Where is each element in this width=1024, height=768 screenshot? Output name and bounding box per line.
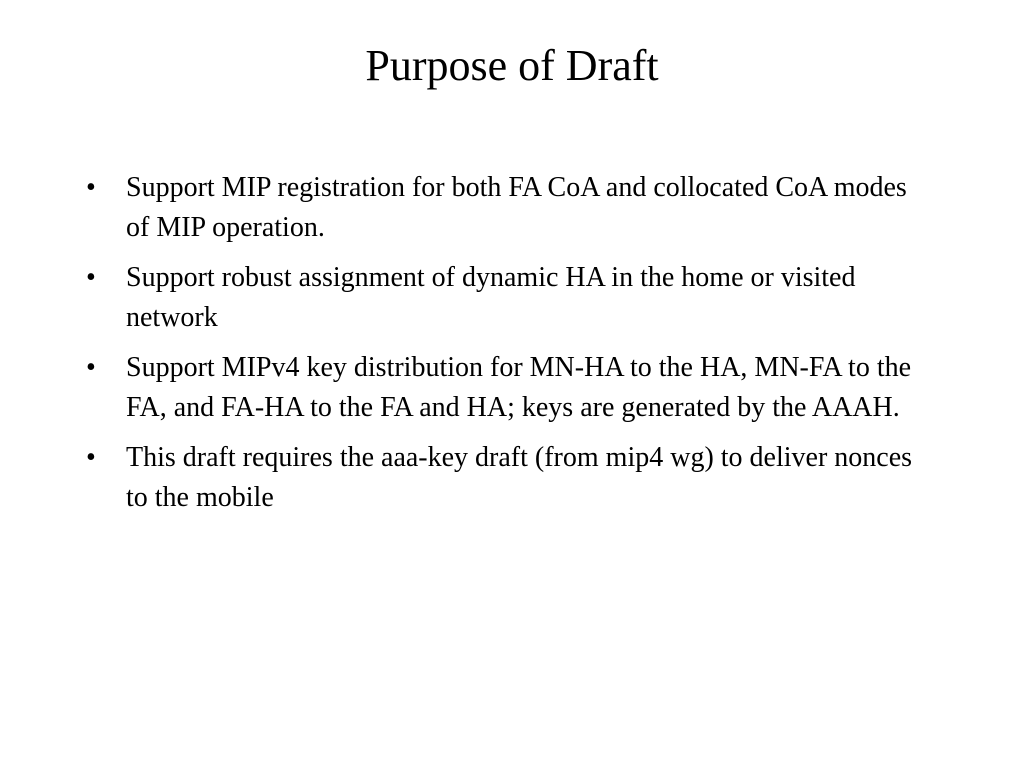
bullet-item [86,438,936,518]
bullet-text: Support MIP registration for both FA CoA and collocated CoA modes of MIP operation. [126,172,907,243]
bullet-item [86,348,936,428]
bullet-icon: • [86,262,96,293]
bullet-list [86,168,936,528]
bullet-text: This draft requires the aaa-key draft (from mip4 wg) to deliver nonces to the mobile [126,442,913,513]
slide-title: Purpose of Draft [365,41,659,90]
bullet-item [86,258,936,338]
bullet-item [86,168,936,248]
bullet-text: Support robust assignment of dynamic HA in the home or visited network [126,262,856,333]
bullet-text: Support MIPv4 key distribution for MN-HA to the HA, MN-FA to the FA, and FA-HA to the FA and HA; keys are generated by the AAAH. [126,352,912,423]
bullet-icon: • [86,172,96,203]
bullet-icon: • [86,442,96,473]
bullet-icon: • [86,352,96,383]
